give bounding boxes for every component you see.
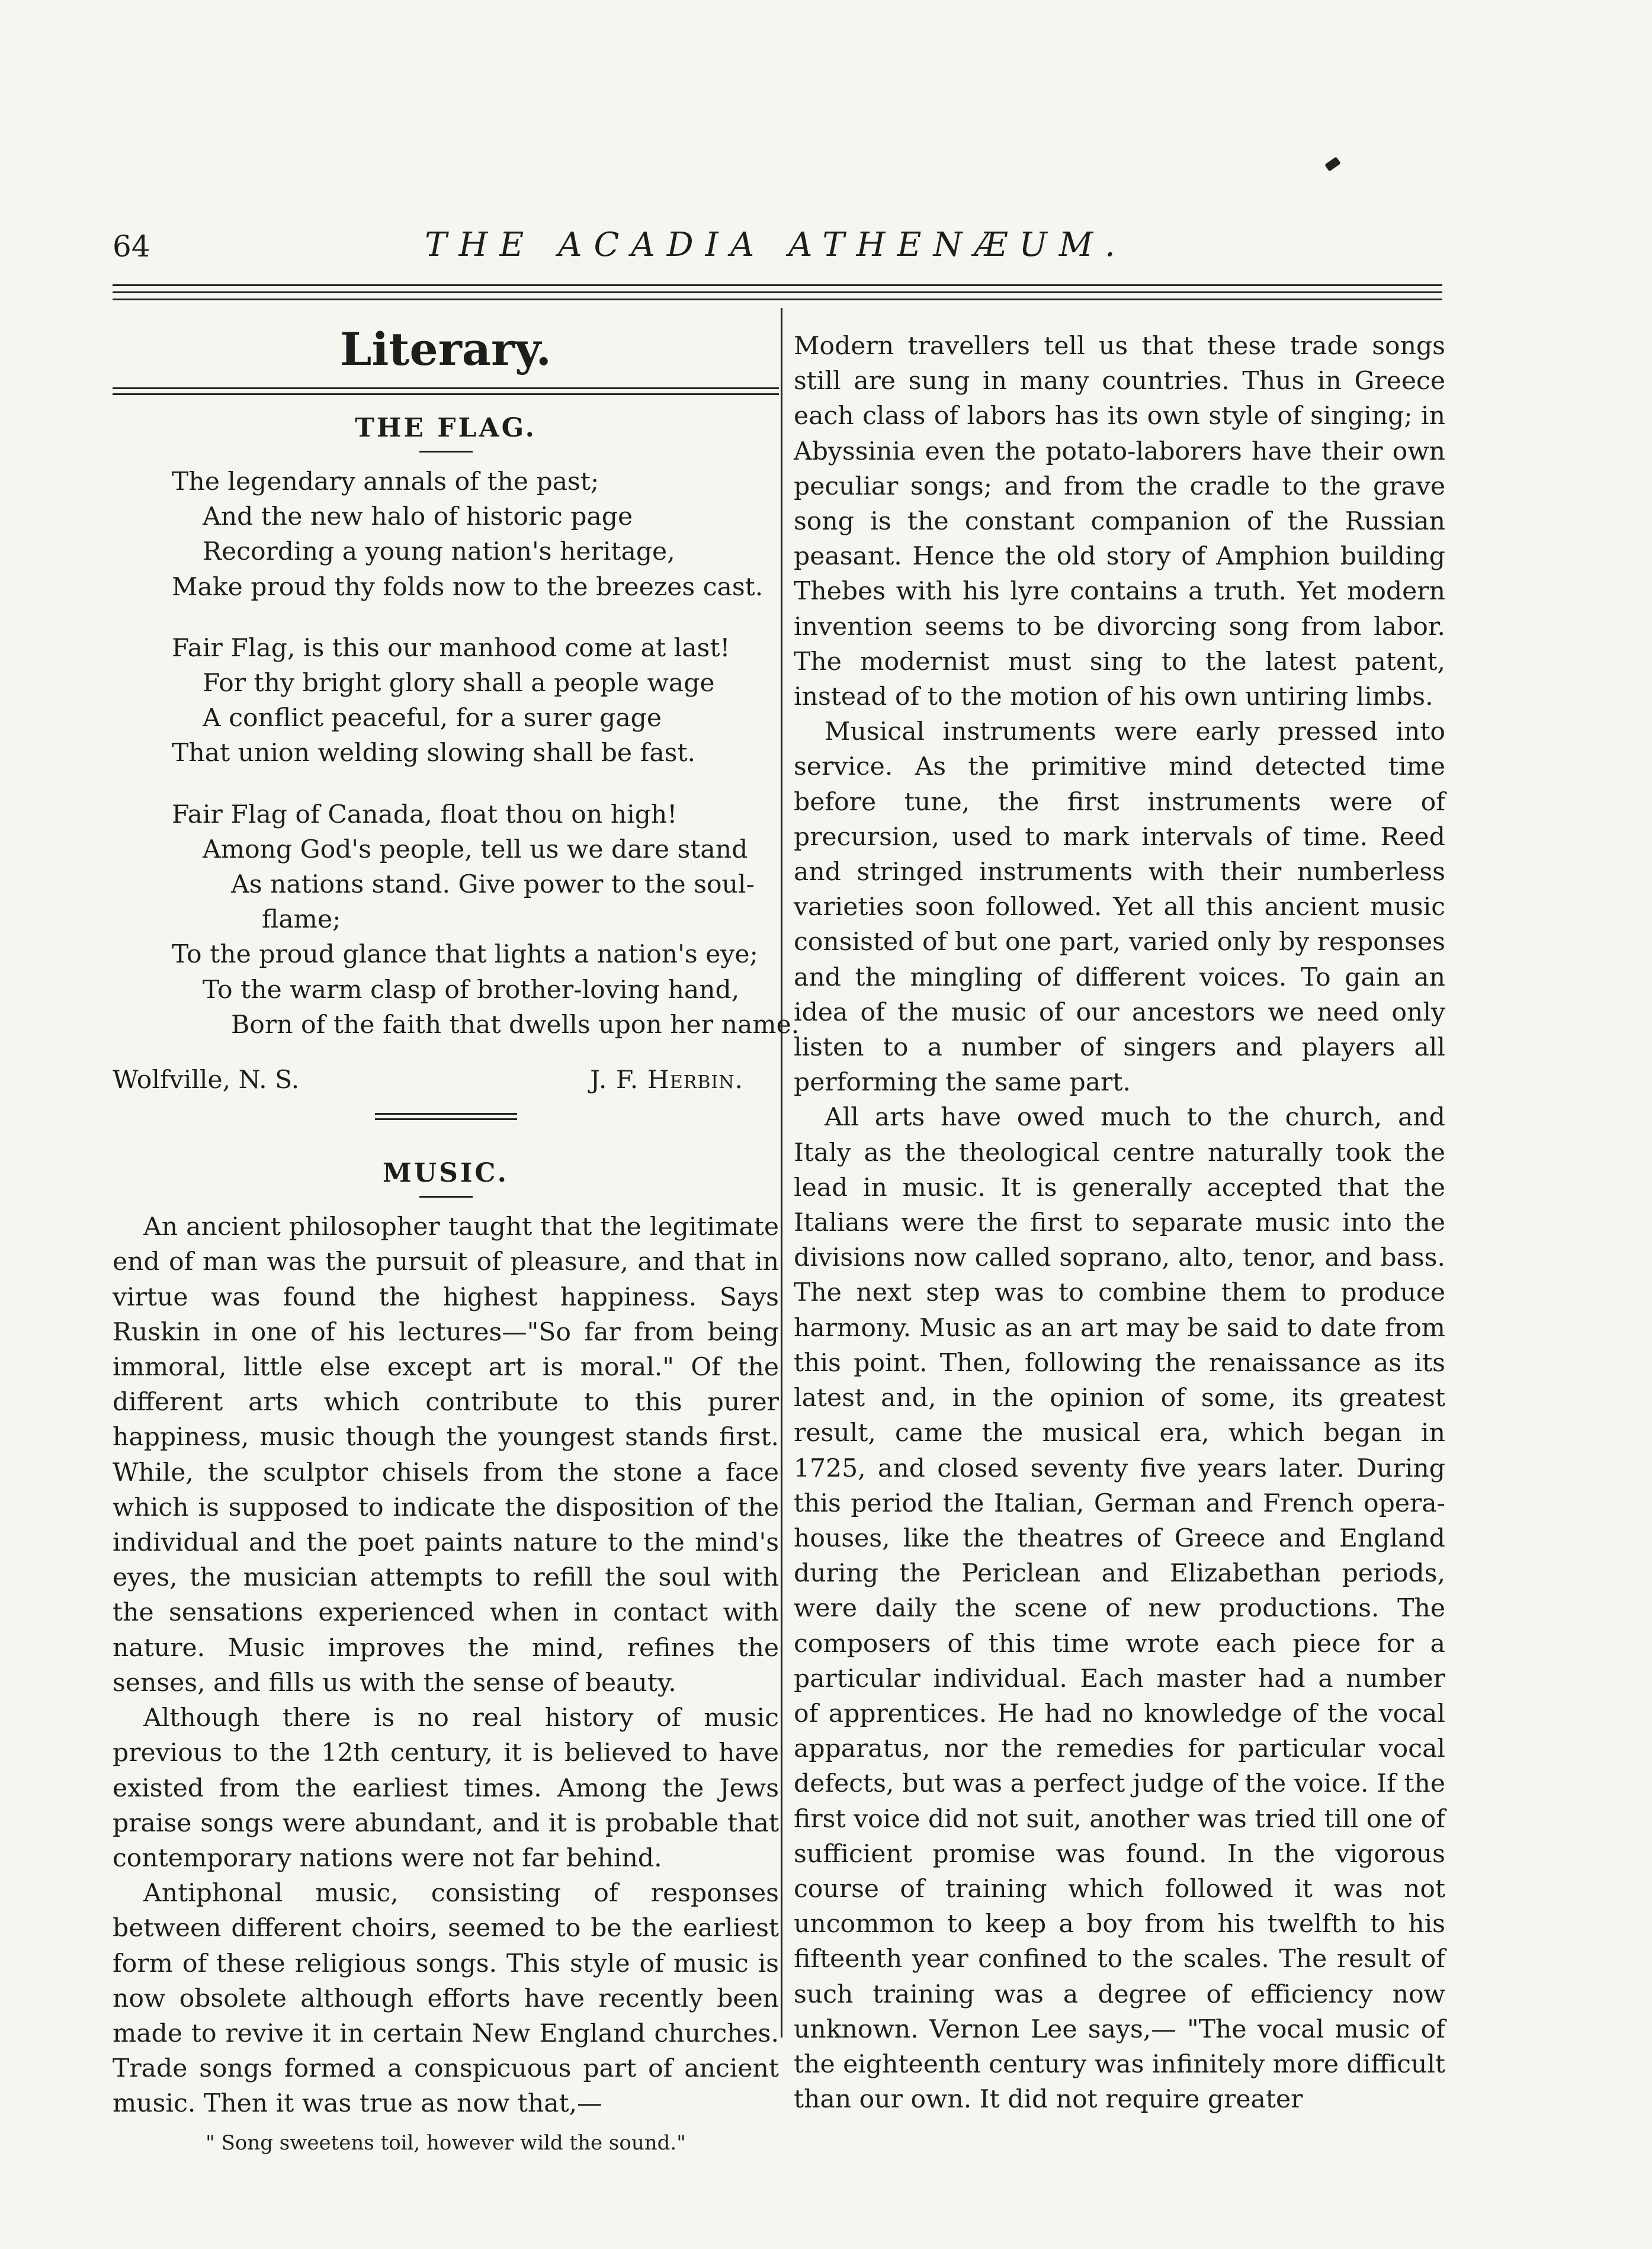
left-column — [113, 320, 800, 2160]
poem-line: As nations stand. Give power to the soul- — [231, 870, 755, 900]
ink-mark — [1324, 156, 1341, 171]
header-rule-1 — [113, 284, 1442, 286]
paragraph: An ancient philosopher taught that the legitimate end of man was the pursuit of pleasure, and that in virtue was found the highest happiness. Says Ruskin in one of his lectures—"So far from being immoral, little else except art is moral." Of the different arts which contribute to this purer happiness, music though the youngest stands first. While, the sculptor chisels from the stone a face which is supposed to indicate the disposition of the individual and the poet paints nature to the mind's eyes, the musician attempts to refill the soul with the sensations experienced when in contact with nature. Music improves the mind, refines the senses, and fills us with the sense of beauty. — [113, 1212, 779, 1698]
section-rule — [113, 387, 779, 395]
running-title: THE ACADIA ATHENÆUM. — [425, 226, 1127, 264]
poem-line: Fair Flag of Canada, float thou on high! — [172, 800, 678, 829]
article-title-rule — [419, 1196, 473, 1198]
paragraph: All arts have owed much to the church, and Italy as the theological centre naturally took the lead in music. It is generally accepted that the Italians were the first to separate music into the divisions now called soprano, alto, tenor, and bass. The next step was to combine them to produce harmony. Music as an art may be said to date from this point. Then, following the renaissance as its latest and, in the opinion of some, its greatest result, came the musical era, which began in 1725, and closed seventy five years later. During this period the Italian, German and French opera-houses, like the theatres of Greece and England during the Periclean and Elizabethan periods, were daily the scene of new productions. The composers of this time wrote each piece for a particular individual. Each master had a number of apprentices. He had no knowledge of the vocal apparatus, nor the remedies for particular vocal defects, but was a perfect judge of the voice. If the first voice did not suit, another was tried till one of sufficient promise was found. In the vigorous course of training which followed it was not uncommon to keep a boy from his twelfth to his fifteenth year confined to the scales. The result of such training was a degree of efficiency now unknown. Vernon Lee says,— "The vocal music of the eighteenth century was infinitely more difficult than our own. It did not require greater — [794, 1103, 1445, 2115]
poem-line: Recording a young nation's heritage, — [203, 537, 675, 567]
paragraph: Modern travellers tell us that these trade songs still are sung in many countries. Thus in Greece each class of labors has its own style of singing; in Abyssinia even the potato-laborers have their own peculiar songs; and from the cradle to the grave song is the constant companion of the Russian peasant. Hence the old story of Amphion building Thebes with his lyre contains a truth. Yet modern invention seems to be divorcing song from labor. The modernist must sing to the latest patent, instead of to the motion of his own untiring limbs. — [794, 332, 1445, 712]
right-column — [794, 329, 1445, 2117]
section-heading: Literary. — [340, 323, 551, 376]
poem-line: Fair Flag, is this our manhood come at last! — [172, 633, 730, 663]
poem-line: flame; — [262, 905, 341, 935]
poem-line: Make proud thy folds now to the breezes cast. — [172, 572, 764, 602]
column-divider — [781, 308, 782, 2038]
paragraph: Antiphonal music, consisting of responses between different choirs, seemed to be the earliest form of these religious songs. This style of music is now obsolete although efforts have recently been made to revive it in certain New England churches. Trade songs formed a conspicuous part of ancient music. Then it was true as now that,— — [113, 1879, 779, 2119]
poem-stanza — [172, 631, 779, 771]
poem-line: That union welding slowing shall be fast. — [172, 739, 696, 768]
separator-rule — [375, 1113, 517, 1120]
poem-place: Wolfville, N. S. — [113, 1066, 300, 1095]
poem-line: To the proud glance that lights a nation's eye; — [172, 940, 758, 970]
poem-line: The legendary annals of the past; — [172, 467, 599, 496]
poem-title-rule — [419, 451, 473, 453]
poem-line: Among God's people, tell us we dare stand — [203, 835, 748, 864]
page-header — [113, 222, 1439, 275]
poem-stanza — [172, 797, 800, 1042]
article-title: MUSIC. — [383, 1158, 509, 1189]
poem-title: THE FLAG. — [355, 413, 537, 443]
paragraph: Although there is no real history of music previous to the 12th century, it is believed to have existed from the earliest times. Among the Jews praise songs were abundant, and it is probable that contemporary nations were not far behind. — [113, 1703, 779, 1873]
poem-line: Born of the faith that dwells upon her name. — [231, 1010, 800, 1040]
poem-line: For thy bright glory shall a people wage — [203, 669, 715, 698]
header-rule-3 — [113, 299, 1442, 300]
poem-line: And the new halo of historic page — [203, 502, 633, 532]
page-number: 64 — [113, 229, 150, 264]
header-rule-2 — [113, 291, 1442, 293]
poem-line: A conflict peaceful, for a surer gage — [203, 704, 662, 733]
poem-stanza — [172, 464, 779, 605]
poem-line: To the warm clasp of brother-loving hand, — [203, 975, 740, 1005]
poem-signature — [113, 1063, 743, 1098]
quotation: " Song sweetens toil, however wild the sound." — [206, 2131, 686, 2155]
paragraph: Musical instruments were early pressed into service. As the primitive mind detected time before tune, the first instruments were of precursion, used to mark intervals of time. Reed and stringed instruments with their numberless varieties soon followed. Yet all this ancient music consisted of but one part, varied only by responses and the mingling of different voices. To gain an idea of the music of our ancestors we need only listen to a number of singers and players all performing the same part. — [794, 717, 1445, 1098]
poem — [172, 464, 800, 1042]
poem-author: J. F. Herbin. — [590, 1066, 743, 1095]
